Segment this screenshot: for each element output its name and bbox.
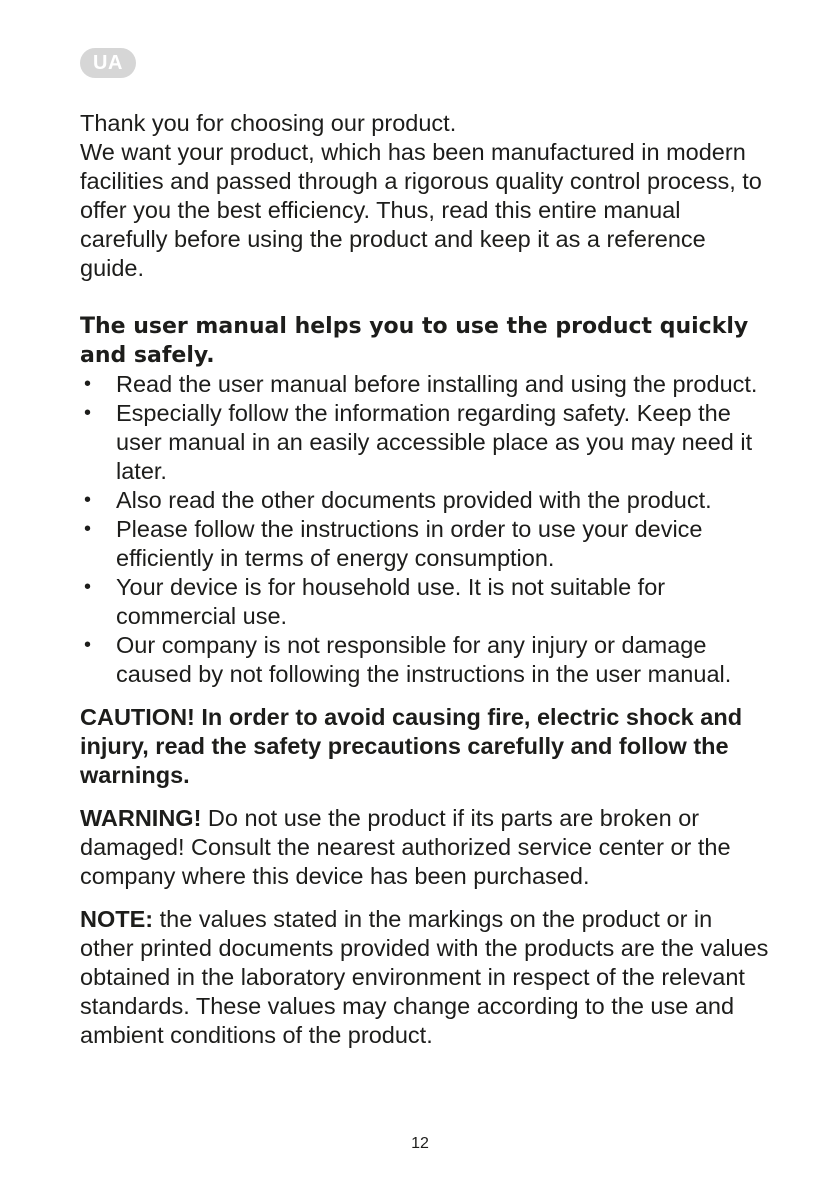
list-item-text: Especially follow the information regarding safety. Keep the user manual in an easily accessible place as you may need it later. (116, 400, 753, 484)
bullet-icon: • (84, 373, 92, 395)
list-item (80, 515, 770, 573)
intro-thanks: Thank you for choosing our product. (80, 110, 457, 136)
caution-paragraph: CAUTION! In order to avoid causing fire, electric shock and injury, read the safety precautions carefully and follow the warnings. (80, 704, 743, 788)
bullet-icon: • (84, 634, 92, 656)
list-item (80, 370, 770, 399)
list-item-text: Also read the other documents provided with the product. (116, 487, 712, 513)
list-item (80, 486, 770, 515)
list-item-text: Read the user manual before installing and using the product. (116, 371, 758, 397)
warning-paragraph (80, 804, 770, 891)
manual-section (80, 312, 770, 689)
bullet-icon: • (84, 576, 92, 598)
warning-label: WARNING! (80, 805, 202, 831)
language-badge: UA (80, 48, 136, 78)
bullet-list (80, 370, 770, 689)
note-text: the values stated in the markings on the product or in other printed documents provided with the products are the values obtained in the laboratory environment in respect of the relevant standards. These values may change according to the use and ambient conditions of the product. (80, 906, 769, 1048)
warning-text: Do not use the product if its parts are broken or damaged! Consult the nearest authorized service center or the company where this device has been purchased. (80, 805, 731, 889)
bullet-icon: • (84, 402, 92, 424)
bullet-icon: • (84, 518, 92, 540)
list-item (80, 573, 770, 631)
note-label: NOTE: (80, 906, 154, 932)
manual-content (80, 109, 770, 1050)
section-title: The user manual helps you to use the product quickly and safely. (80, 314, 749, 368)
list-item-text: Please follow the instructions in order to use your device efficiently in terms of energy consumption. (116, 516, 703, 571)
intro-block (80, 109, 770, 283)
list-item (80, 399, 770, 486)
list-item (80, 631, 770, 689)
page-number: 12 (411, 1135, 429, 1152)
bullet-icon: • (84, 489, 92, 511)
list-item-text: Your device is for household use. It is not suitable for commercial use. (116, 574, 666, 629)
intro-paragraph: We want your product, which has been manufactured in modern facilities and passed through a rigorous quality control process, to offer you the best efficiency. Thus, read this entire manual carefully before using the product and keep it as a reference guide. (80, 139, 762, 281)
note-paragraph (80, 905, 770, 1050)
list-item-text: Our company is not responsible for any injury or damage caused by not following the instructions in the user manual. (116, 632, 732, 687)
